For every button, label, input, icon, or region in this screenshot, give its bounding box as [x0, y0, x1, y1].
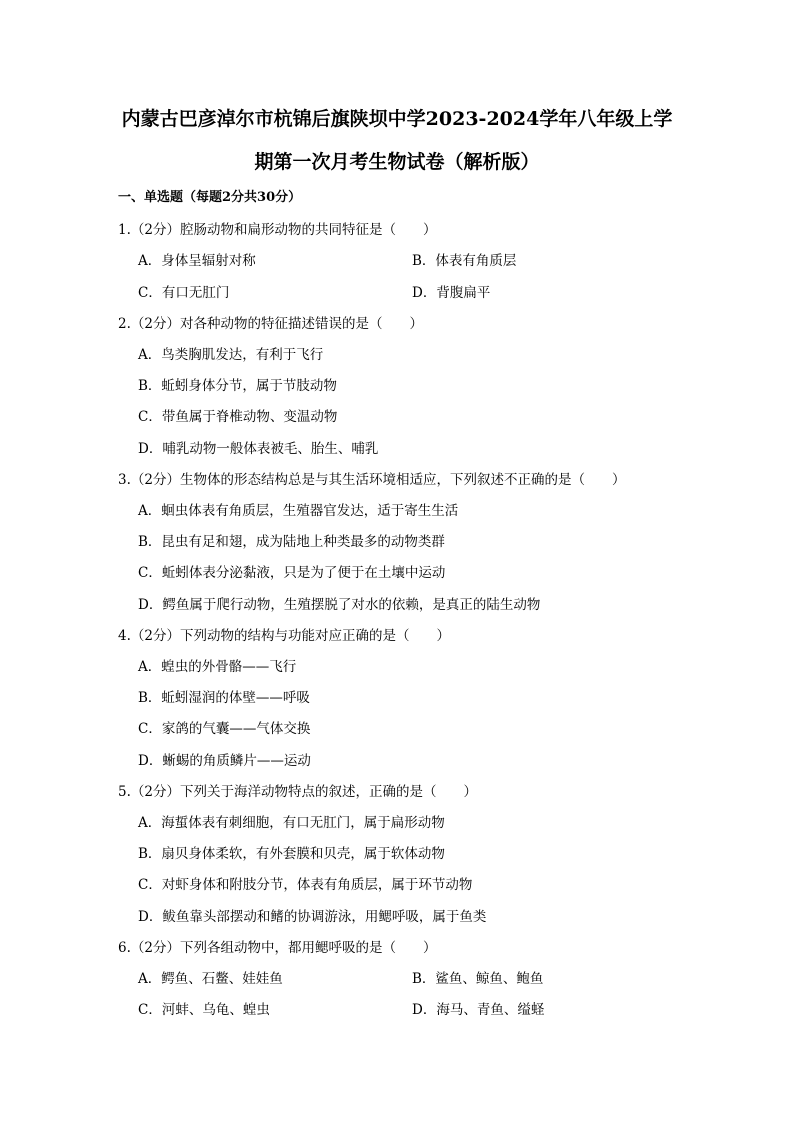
question-2-stem: 2.（2分）对各种动物的特征描述错误的是（ ） — [118, 316, 423, 332]
question-4-option-d: D．蜥蜴的角质鳞片——运动 — [138, 753, 311, 769]
question-4-stem: 4.（2分）下列动物的结构与功能对应正确的是（ ） — [118, 628, 450, 644]
question-5-option-d: D．鲅鱼靠头部摆动和鳍的协调游泳，用鳃呼吸，属于鱼类 — [138, 909, 487, 925]
question-3-option-a: A．蛔虫体表有角质层，生殖器官发达，适于寄生生活 — [138, 503, 459, 519]
question-6-stem: 6.（2分）下列各组动物中，都用鳃呼吸的是（ ） — [118, 940, 437, 956]
section-heading: 一、单选题（每题2分共30分） — [118, 190, 302, 205]
question-3-option-b: B．昆虫有足和翅，成为陆地上种类最多的动物类群 — [138, 534, 445, 550]
question-5-option-a: A．海蜇体表有刺细胞，有口无肛门，属于扁形动物 — [138, 815, 445, 831]
document-title-line-1: 内蒙古巴彦淖尔市杭锦后旗陕坝中学2023-2024学年八年级上学 — [121, 108, 673, 130]
question-1-option-b: B．体表有角质层 — [412, 253, 517, 269]
question-5-option-c: C．对虾身体和附肢分节，体表有角质层，属于环节动物 — [138, 877, 473, 893]
question-2-option-a: A．鸟类胸肌发达，有利于飞行 — [138, 347, 324, 363]
question-6-option-a: A．鳄鱼、石鳖、娃娃鱼 — [138, 971, 283, 987]
question-2-option-d: D．哺乳动物一般体表被毛、胎生、哺乳 — [138, 441, 379, 457]
question-4-option-b: B．蚯蚓湿润的体壁——呼吸 — [138, 690, 310, 706]
question-4-option-a: A．蝗虫的外骨骼——飞行 — [138, 659, 297, 675]
question-4-option-c: C．家鸽的气囊——气体交换 — [138, 721, 311, 737]
question-3-option-d: D．鳄鱼属于爬行动物，生殖摆脱了对水的依赖，是真正的陆生动物 — [138, 597, 541, 613]
question-5-option-b: B．扇贝身体柔软，有外套膜和贝壳，属于软体动物 — [138, 846, 445, 862]
question-6-option-d: D．海马、青鱼、缢蛏 — [412, 1002, 545, 1018]
question-2-option-c: C．带鱼属于脊椎动物、变温动物 — [138, 409, 338, 425]
question-2-option-b: B．蚯蚓身体分节，属于节肢动物 — [138, 378, 337, 394]
question-3-stem: 3.（2分）生物体的形态结构总是与其生活环境相适应，下列叙述不正确的是（ ） — [118, 472, 626, 488]
question-5-stem: 5.（2分）下列关于海洋动物特点的叙述，正确的是（ ） — [118, 784, 477, 800]
question-1-option-d: D．背腹扁平 — [412, 285, 491, 301]
question-3-option-c: C．蚯蚓体表分泌黏液，只是为了便于在土壤中运动 — [138, 565, 446, 581]
question-1-option-a: A．身体呈辐射对称 — [138, 253, 256, 269]
question-6-option-c: C．河蚌、乌龟、蝗虫 — [138, 1002, 270, 1018]
document-title-line-2: 期第一次月考生物试卷（解析版） — [254, 151, 540, 173]
question-1-stem: 1.（2分）腔肠动物和扁形动物的共同特征是（ ） — [118, 222, 437, 238]
question-6-option-b: B．鲨鱼、鲸鱼、鲍鱼 — [412, 971, 544, 987]
question-1-option-c: C．有口无肛门 — [138, 285, 230, 301]
